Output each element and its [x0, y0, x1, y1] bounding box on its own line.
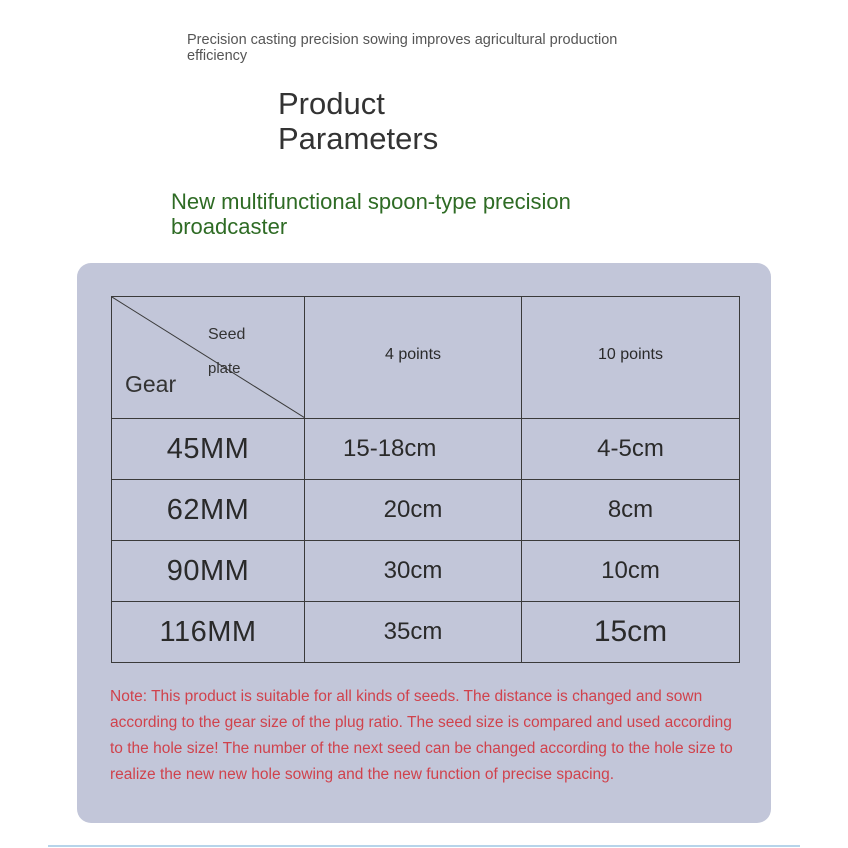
value-cell-4-points: 30cm [305, 541, 522, 602]
page-title-line2: Parameters [278, 121, 439, 156]
corner-label-plate: plate [208, 360, 241, 377]
table-header-row [112, 297, 740, 419]
bottom-divider [48, 845, 800, 847]
value-cell-4-points: 20cm [305, 480, 522, 541]
table-row [112, 602, 740, 663]
gear-cell: 62MM [112, 480, 305, 541]
corner-diagonal-line [112, 297, 305, 419]
table-row [112, 480, 740, 541]
value-cell-4-points: 15-18cm [305, 419, 522, 480]
page-title-line1: Product [278, 86, 385, 121]
corner-label-seed: Seed [208, 326, 246, 343]
gear-cell: 116MM [112, 602, 305, 663]
value-cell-10-points: 8cm [522, 480, 740, 541]
column-header-10-points: 10 points [522, 297, 740, 419]
value-cell-10-points: 15cm [522, 602, 740, 663]
usage-note: Note: This product is suitable for all kinds of seeds. The distance is changed and sown according to the gear size of the plug ratio. The seed size is compared and used according to the hole size! The number of the next seed can be changed according to the hole size to realize the new new hole sowing and the new function of precise spacing. [110, 688, 733, 783]
table-row [112, 419, 740, 480]
parameters-table [111, 296, 740, 663]
table-row [112, 541, 740, 602]
corner-label-gear: Gear [125, 371, 177, 397]
product-subtitle: New multifunctional spoon-type precision broadcaster [171, 189, 571, 239]
value-cell-10-points: 4-5cm [522, 419, 740, 480]
value-cell-10-points: 10cm [522, 541, 740, 602]
table-corner-cell [112, 297, 305, 419]
page-title [278, 86, 578, 156]
gear-cell: 45MM [112, 419, 305, 480]
gear-cell: 90MM [112, 541, 305, 602]
value-cell-4-points: 35cm [305, 602, 522, 663]
tagline: Precision casting precision sowing improves agricultural production efficiency [187, 32, 618, 64]
column-header-4-points: 4 points [305, 297, 522, 419]
